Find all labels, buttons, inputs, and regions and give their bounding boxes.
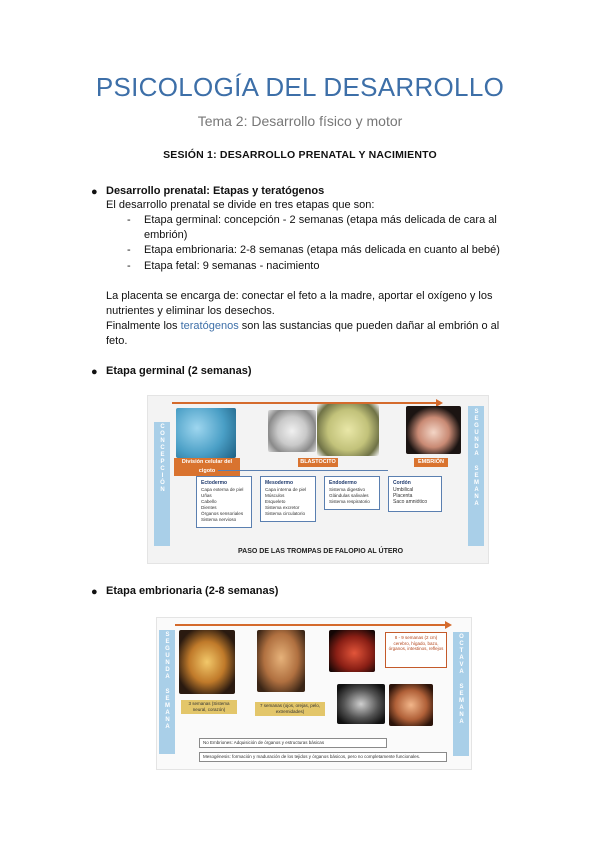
embryo-7-weeks-image	[257, 630, 305, 692]
teratogens-text: Finalmente los teratógenos son las sustancias que pueden dañar al embrión o al	[106, 320, 500, 332]
left-bar-conception: CONCEPCIÓN	[154, 422, 170, 546]
section-heading-embryonic: Etapa embrionaria (2-8 semanas)	[106, 585, 279, 597]
stage-text: Etapa embrionaria: 2-8 semanas (etapa más delicada en cuanto al bebé)	[144, 244, 500, 256]
figure-caption: PASO DE LAS TROMPAS DE FALOPIO AL ÚTERO	[238, 548, 404, 555]
embryonic-stage-figure	[156, 617, 472, 770]
zygote-cell-image	[176, 408, 236, 458]
embryo-8-weeks-image	[329, 630, 375, 672]
right-bar-second-week: SEGUNDA SEMANA	[468, 406, 484, 546]
connector-line	[218, 470, 388, 471]
label-3-weeks: 3 semanas (Sistema neural, corazón)	[181, 700, 237, 714]
histogenesis-bar: Mesogénesis: formación y maduración de los tejidos y órganos básicos, pero no completamente funcionales.	[199, 752, 447, 762]
ultrasound-3d-image	[389, 684, 433, 726]
teratogens-link[interactable]: teratógenos	[180, 320, 239, 332]
right-bar-eighth-week: OCTAVA SEMANA	[453, 632, 469, 756]
embryo-3-weeks-image	[179, 630, 235, 694]
section-heading-prenatal: Desarrollo prenatal: Etapas y teratógenos	[106, 185, 325, 197]
placenta-text-1: La placenta se encarga de: conectar el feto a la madre, aportar el oxígeno y los	[106, 290, 493, 302]
placenta-text-2: nutrientes y eliminar los desechos.	[106, 305, 275, 317]
label-8-weeks: 8 - 9 semanas (2 cm) cerebro, hígado, bazo, órganos, intestinos, reflejos	[385, 632, 447, 668]
organogenesis-bar: No Embriones: Adquisición de órganos y estructuras básicas	[199, 738, 387, 748]
label-embryo: EMBRIÓN	[414, 458, 448, 467]
stage-text: Etapa fetal: 9 semanas - nacimiento	[144, 260, 320, 272]
intro-text: El desarrollo prenatal se divide en tres etapas que son:	[106, 199, 375, 211]
stage-text: Etapa germinal: concepción - 2 semanas (etapa más delicada de cara al	[144, 214, 497, 226]
ectoderm-box: Ectodermo Capa externa de piel Uñas Cabello Dientes Órganos sensoriales Sistema nervioso	[196, 476, 252, 528]
section-heading-germinal: Etapa germinal (2 semanas)	[106, 365, 252, 377]
timeline-arrow	[172, 402, 438, 404]
bullet-icon: ●	[91, 366, 98, 378]
endoderm-box: Endodermo Sistema digestivo Glándulas salivales Sistema respiratorio	[324, 476, 380, 510]
blastocyst-image	[317, 404, 379, 456]
left-bar-second-week: SEGUNDA SEMANA	[159, 630, 175, 754]
session-heading: SESIÓN 1: DESARROLLO PRENATAL Y NACIMIENTO	[163, 149, 437, 161]
label-zygote: División celular del cigoto	[174, 458, 240, 476]
page-title: PSICOLOGÍA DEL DESARROLLO	[95, 72, 505, 102]
bullet-icon: ●	[91, 186, 98, 198]
label-blastocyst: BLASTOCITO	[298, 458, 338, 467]
teratogens-text-2: feto.	[106, 335, 128, 347]
timeline-arrow	[175, 624, 447, 626]
mesoderm-box: Mesodermo Capa interna de piel Músculos Esqueleto Sistema excretor Sistema circulatorio	[260, 476, 316, 522]
ultrasound-image	[337, 684, 385, 724]
bullet-icon: ●	[91, 586, 98, 598]
stage-text: embrión)	[144, 229, 188, 241]
cord-box: Cordón Umbilical Placenta Saco amniótico	[388, 476, 442, 512]
label-7-weeks: 7 semanas (ojos, orejas, pelo, extremidades)	[255, 702, 325, 716]
page-subtitle: Tema 2: Desarrollo físico y motor	[197, 113, 403, 129]
embryo-image	[406, 406, 461, 454]
morula-image	[268, 410, 316, 452]
arrow-head-icon	[445, 621, 452, 629]
germinal-stage-figure	[147, 395, 489, 564]
